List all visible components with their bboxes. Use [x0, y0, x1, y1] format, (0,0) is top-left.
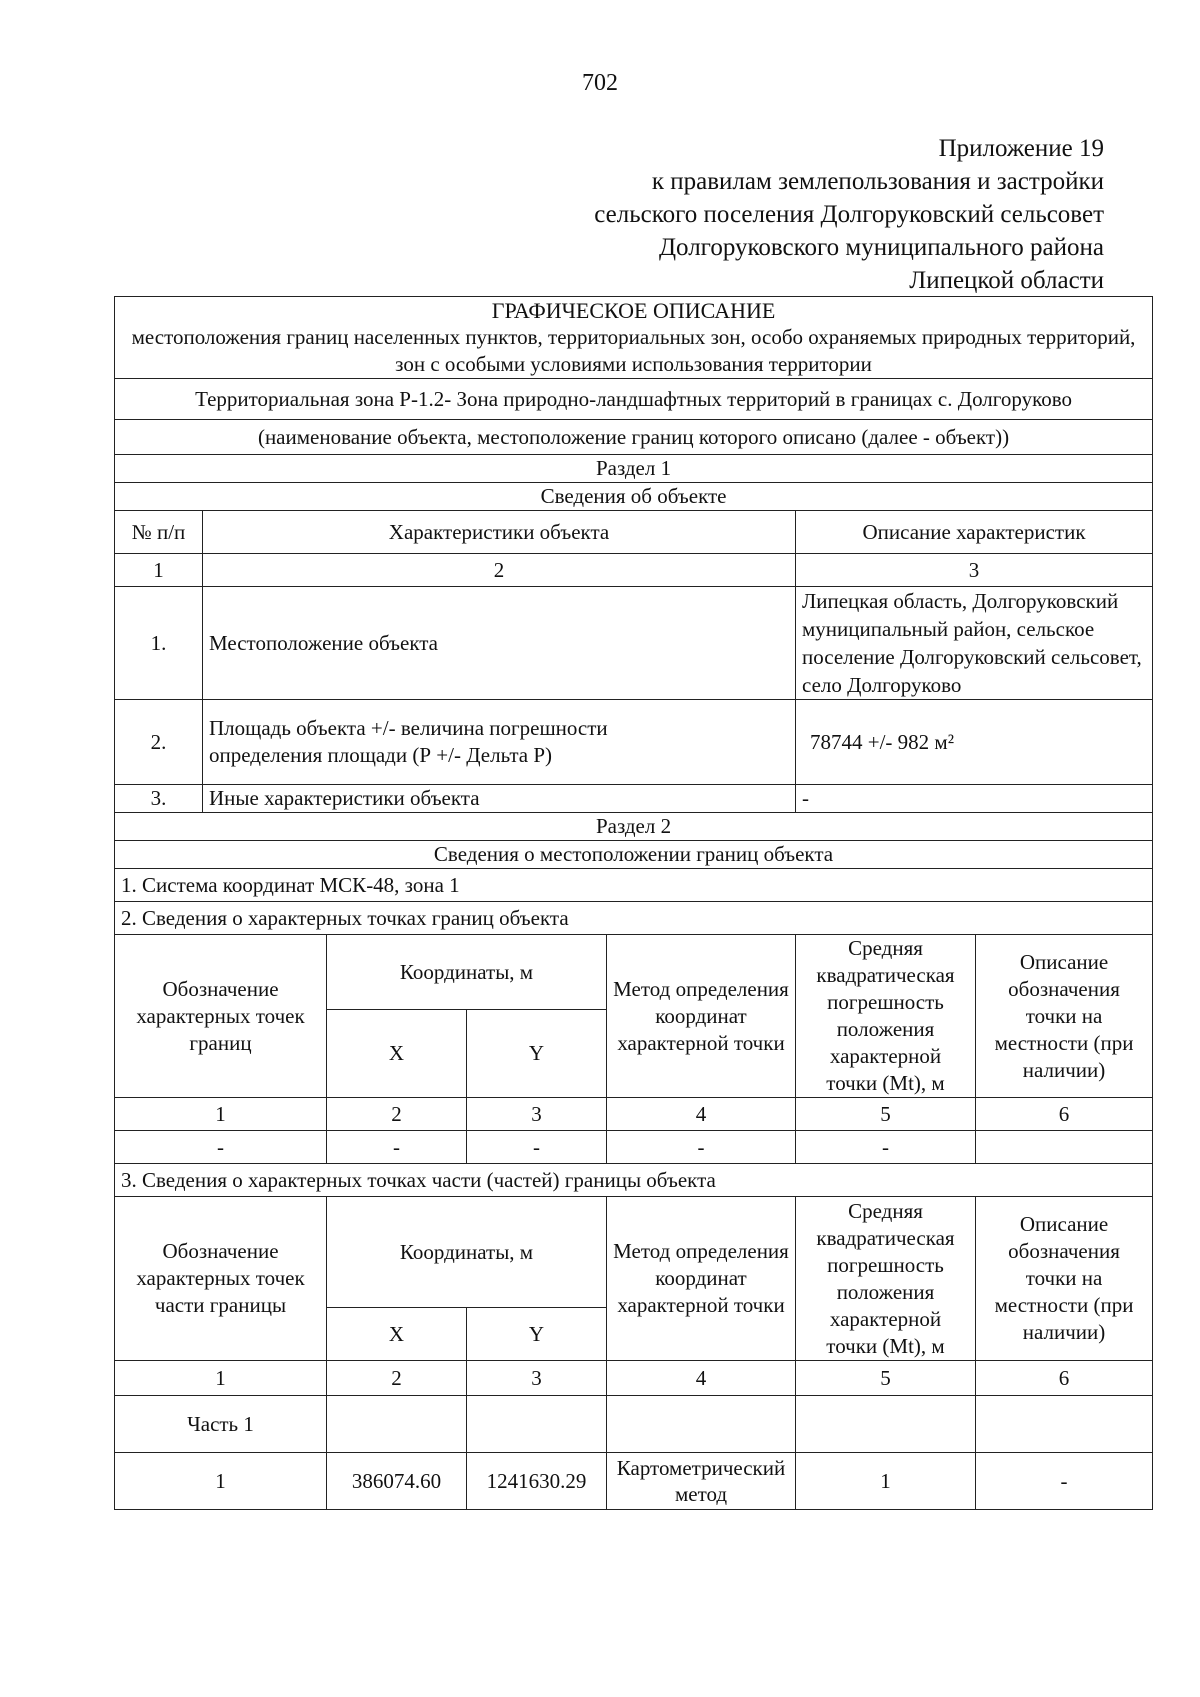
page-number: 702	[582, 70, 618, 96]
points-cell	[976, 1131, 1153, 1164]
col-number: 2	[203, 554, 796, 587]
col-number: 4	[607, 1098, 796, 1131]
parts-header-y: Y	[467, 1308, 607, 1361]
appendix-line: к правилам землепользования и застройки	[651, 168, 1104, 195]
parts-cell: 1	[796, 1453, 976, 1510]
col-number: 2	[327, 1361, 467, 1396]
points-header-x: X	[327, 1010, 467, 1098]
parts-header-description: Описание обозначения точки на местности (при наличии)	[976, 1197, 1153, 1361]
row-value: 78744 +/- 982 м²	[796, 700, 1153, 785]
col-number: 4	[607, 1361, 796, 1396]
points-header-designation: Обозначение характерных точек границ	[115, 935, 327, 1098]
section1-subtitle: Сведения об объекте	[115, 483, 1153, 511]
document-header	[115, 297, 1153, 379]
row-name: Площадь объекта +/- величина погрешности определения площади (Р +/- Дельта Р)	[203, 700, 796, 785]
col-number: 3	[467, 1098, 607, 1131]
empty-cell	[327, 1396, 467, 1453]
row-value: -	[796, 785, 1153, 813]
document-title: ГРАФИЧЕСКОЕ ОПИСАНИЕ	[491, 298, 776, 323]
description-table	[114, 296, 1153, 1510]
section1-title: Раздел 1	[115, 455, 1153, 483]
parts-cell: 386074.60	[327, 1453, 467, 1510]
parts-header-method: Метод определения координат характерной точки	[607, 1197, 796, 1361]
appendix-line: Липецкой области	[909, 267, 1104, 294]
points-header-y: Y	[467, 1010, 607, 1098]
col-header-description: Описание характеристик	[796, 511, 1153, 554]
col-number: 3	[467, 1361, 607, 1396]
part-label: Часть 1	[115, 1396, 327, 1453]
points-header-method: Метод определения координат характерной точки	[607, 935, 796, 1098]
col-number: 5	[796, 1361, 976, 1396]
row-num: 3.	[115, 785, 203, 813]
col-header-num: № п/п	[115, 511, 203, 554]
parts-header-error: Средняя квадратическая погрешность положения характерной точки (Mt), м	[796, 1197, 976, 1361]
empty-cell	[796, 1396, 976, 1453]
points-cell: -	[796, 1131, 976, 1164]
points-header-description: Описание обозначения точки на местности (при наличии)	[976, 935, 1153, 1098]
row-name: Иные характеристики объекта	[203, 785, 796, 813]
points-cell: -	[327, 1131, 467, 1164]
points-header-error: Средняя квадратическая погрешность положения характерной точки (Mt), м	[796, 935, 976, 1098]
section2-subtitle: Сведения о местоположении границ объекта	[115, 841, 1153, 869]
col-number: 2	[327, 1098, 467, 1131]
appendix-block	[594, 132, 1104, 297]
object-caption: (наименование объекта, местоположение границ которого описано (далее - объект))	[115, 420, 1153, 455]
row-num: 2.	[115, 700, 203, 785]
parts-header-coords: Координаты, м	[327, 1197, 607, 1308]
points-cell: -	[467, 1131, 607, 1164]
empty-cell	[467, 1396, 607, 1453]
points-cell: -	[607, 1131, 796, 1164]
empty-cell	[607, 1396, 796, 1453]
col-header-characteristics: Характеристики объекта	[203, 511, 796, 554]
parts-cell: -	[976, 1453, 1153, 1510]
parts-cell: 1241630.29	[467, 1453, 607, 1510]
parts-cell: 1	[115, 1453, 327, 1510]
appendix-line: сельского поселения Долгоруковский сельсовет	[594, 201, 1104, 228]
points-header-coords: Координаты, м	[327, 935, 607, 1010]
row-num: 1.	[115, 587, 203, 700]
parts-header-x: X	[327, 1308, 467, 1361]
points-title: 2. Сведения о характерных точках границ объекта	[115, 902, 1153, 935]
empty-cell	[976, 1396, 1153, 1453]
col-number: 6	[976, 1098, 1153, 1131]
col-number: 1	[115, 554, 203, 587]
appendix-line: Долгоруковского муниципального района	[658, 234, 1104, 261]
row-name: Местоположение объекта	[203, 587, 796, 700]
parts-title: 3. Сведения о характерных точках части (частей) границы объекта	[115, 1164, 1153, 1197]
document-subtitle: местоположения границ населенных пунктов, территориальных зон, особо охраняемых природных территорий, зон с особыми условиями использования территории	[131, 325, 1136, 376]
row-value: Липецкая область, Долгоруковский муниципальный район, сельское поселение Долгоруковский сельсовет, село Долгоруково	[796, 587, 1153, 700]
parts-header-designation: Обозначение характерных точек части границы	[115, 1197, 327, 1361]
points-cell: -	[115, 1131, 327, 1164]
object-name: Территориальная зона Р-1.2- Зона природно-ландшафтных территорий в границах с. Долгоруково	[115, 379, 1153, 420]
col-number: 3	[796, 554, 1153, 587]
appendix-line: Приложение 19	[938, 135, 1104, 162]
col-number: 6	[976, 1361, 1153, 1396]
col-number: 1	[115, 1361, 327, 1396]
coordinate-system: 1. Система координат МСК-48, зона 1	[115, 869, 1153, 902]
section2-title: Раздел 2	[115, 813, 1153, 841]
col-number: 1	[115, 1098, 327, 1131]
col-number: 5	[796, 1098, 976, 1131]
parts-cell: Картометрический метод	[607, 1453, 796, 1510]
